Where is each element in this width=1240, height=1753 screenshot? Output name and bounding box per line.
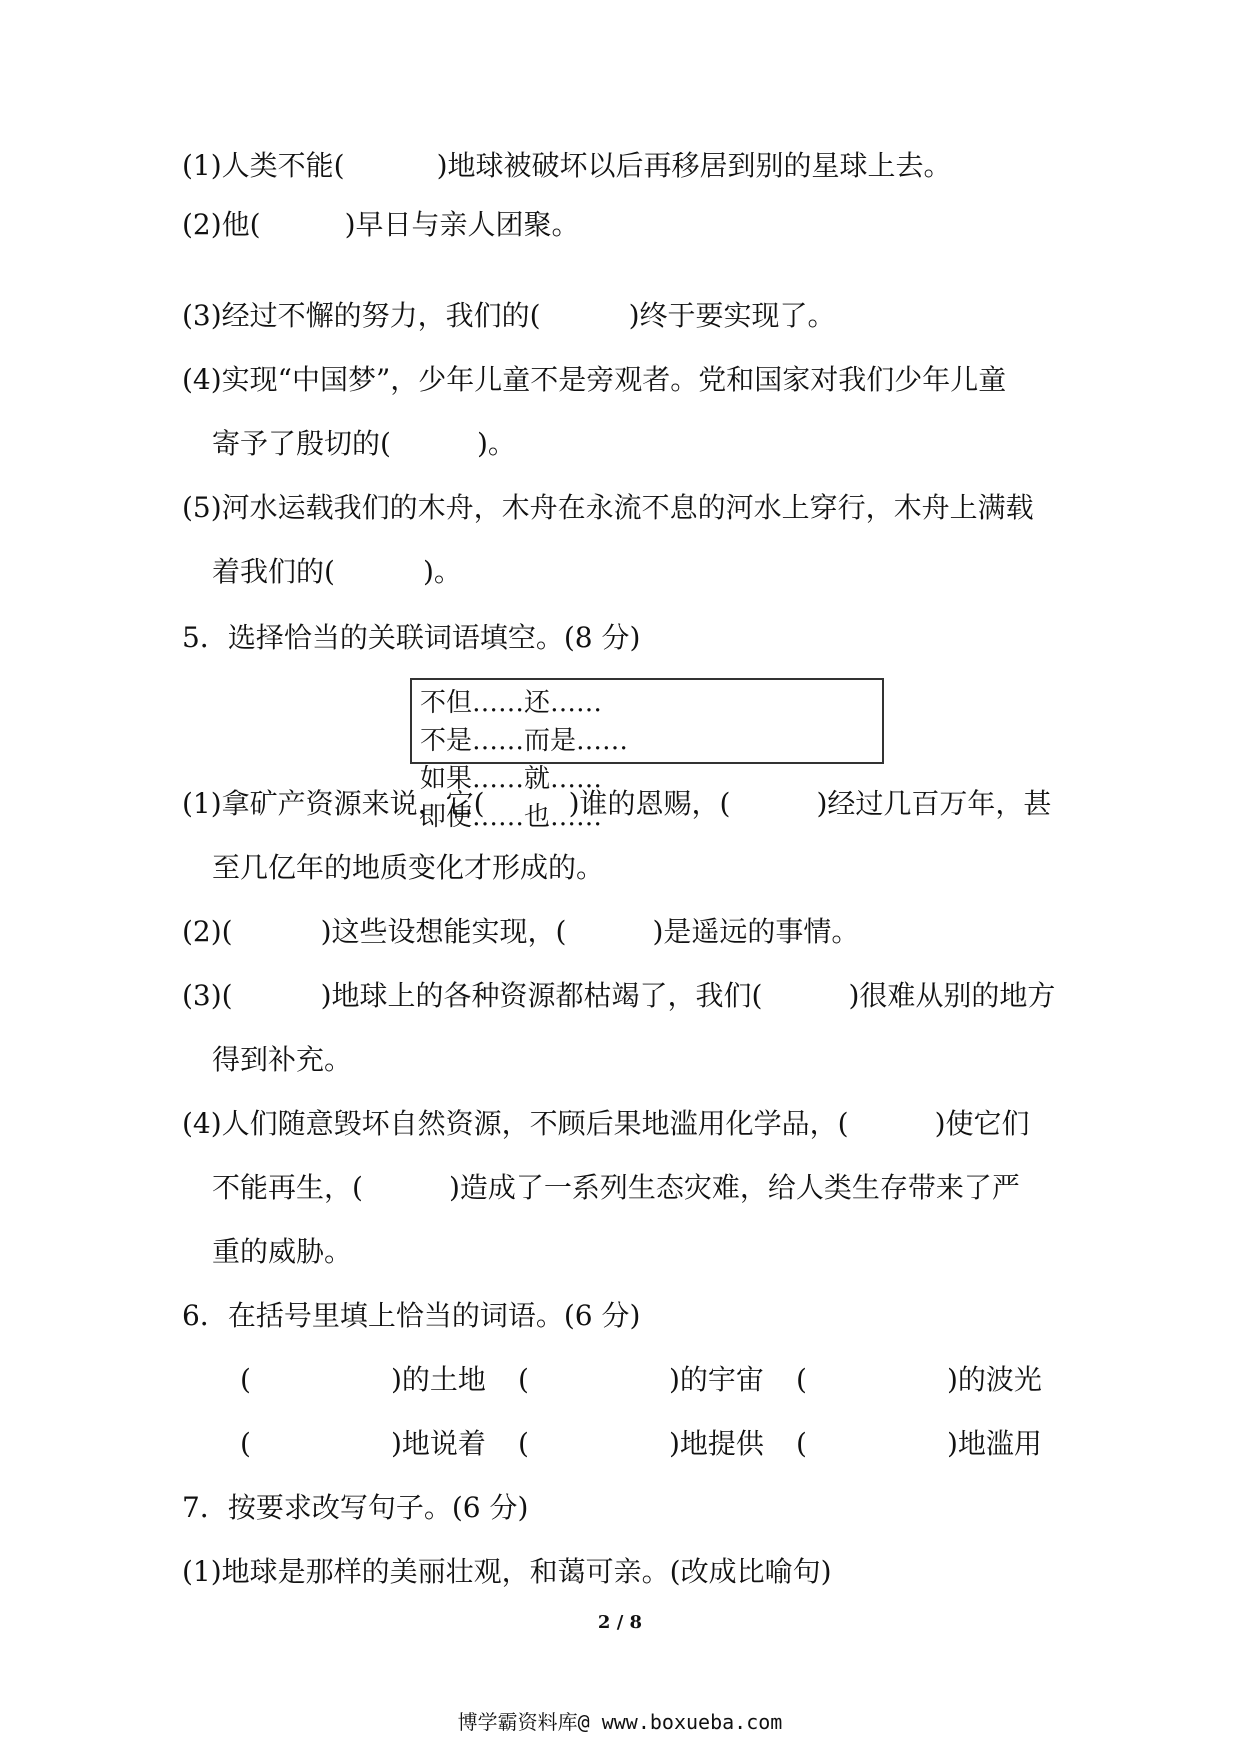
q5-item-1-line2: 至几亿年的地质变化才形成的。	[212, 851, 605, 884]
q6-row1-phrase-3: )的波光	[946, 1363, 1042, 1396]
q6-row2-phrase-3: )地滥用	[946, 1427, 1042, 1460]
q6-open-paren: (	[518, 1427, 529, 1460]
q6-row1-cell-2	[518, 1360, 764, 1400]
q6-open-paren: (	[796, 1427, 807, 1460]
q5-item-3-b: )地球上的各种资源都枯竭了，我们(	[320, 979, 763, 1012]
q5-item-3-line2: 得到补充。	[212, 1043, 353, 1076]
q4-item-4-c: )。	[476, 427, 516, 460]
q4-item-1	[182, 146, 952, 186]
q4-item-5-b: 着我们的(	[212, 555, 335, 588]
q5-item-4-a: (4)人们随意毁坏自然资源，不顾后果地滥用化学品，(	[182, 1107, 849, 1140]
q4-item-2-a: (2)他(	[182, 208, 261, 241]
q6-open-paren: (	[240, 1427, 251, 1460]
q5-item-4-d: )造成了一系列生态灾难，给人类生存带来了严	[448, 1171, 1020, 1204]
options-row-1	[420, 684, 874, 760]
q4-item-2-b: )早日与亲人团聚。	[344, 208, 580, 241]
q4-item-5-c: )。	[422, 555, 462, 588]
q4-item-3-b: )终于要实现了。	[628, 299, 836, 332]
q5-item-1-a: (1)拿矿产资源来说，它(	[182, 787, 485, 820]
q5-item-1-c: )经过几百万年，甚	[816, 787, 1052, 820]
q6-title: 6．在括号里填上恰当的词语。(6 分)	[182, 1299, 641, 1332]
option-ruguo-jiu: 如果……就……	[420, 764, 603, 794]
q5-item-4-line1	[182, 1104, 1030, 1144]
option-budan-hai: 不但……还……	[420, 688, 603, 718]
q6-row2-cell-3	[796, 1424, 1042, 1464]
q4-item-5-a: (5)河水运载我们的木舟，木舟在永流不息的河水上穿行，木舟上满载	[182, 491, 1034, 524]
option-bushi-ershi: 不是……而是……	[420, 726, 629, 756]
q4-item-3	[182, 296, 836, 336]
q6-row1-cell-1	[240, 1360, 486, 1400]
q5-item-3-line1	[182, 976, 1055, 1016]
q6-open-paren: (	[240, 1363, 251, 1396]
q6-open-paren: (	[796, 1363, 807, 1396]
q5-item-2-b: )这些设想能实现，(	[320, 915, 567, 948]
q5-item-4-line3: 重的威胁。	[212, 1235, 353, 1268]
q4-item-5-line1	[182, 488, 1034, 528]
q4-item-1-b: )地球被破坏以后再移居到别的星球上去。	[436, 149, 952, 182]
page-number: 2 / 8	[597, 1612, 643, 1633]
q4-item-1-a: (1)人类不能(	[182, 149, 345, 182]
q5-item-4-c: 不能再生，(	[212, 1171, 363, 1204]
q4-item-4-b: 寄予了殷切的(	[212, 427, 391, 460]
q6-row2-cell-2	[518, 1424, 764, 1464]
q6-open-paren: (	[518, 1363, 529, 1396]
q4-item-3-a: (3)经过不懈的努力，我们的(	[182, 299, 541, 332]
q7-item-1: (1)地球是那样的美丽壮观，和蔼可亲。(改成比喻句)	[182, 1555, 832, 1588]
q5-item-2-a: (2)(	[182, 915, 233, 948]
q5-item-2-c: )是遥远的事情。	[652, 915, 860, 948]
q6-row2-cell-1	[240, 1424, 486, 1464]
q5-item-4-b: )使它们	[934, 1107, 1030, 1140]
q5-item-4-line2	[212, 1168, 1020, 1208]
q6-row2-phrase-1: )地说着	[390, 1427, 486, 1460]
q6-row2-phrase-2: )地提供	[668, 1427, 764, 1460]
q4-item-2	[182, 205, 580, 245]
q6-row1-phrase-1: )的土地	[390, 1363, 486, 1396]
q5-item-1-line1	[182, 784, 1051, 824]
q7-title: 7．按要求改写句子。(6 分)	[182, 1491, 529, 1524]
option-jishi-ye: 即使……也……	[420, 802, 603, 832]
q5-item-3-a: (3)(	[182, 979, 233, 1012]
watermark-footer: 博学霸资料库@ www.boxueba.com	[457, 1710, 783, 1734]
q5-item-1-b: )谁的恩赐，(	[568, 787, 731, 820]
q6-row1-phrase-2: )的宇宙	[668, 1363, 764, 1396]
q5-title: 5．选择恰当的关联词语填空。(8 分)	[182, 621, 641, 654]
q5-item-3-c: )很难从别的地方	[848, 979, 1056, 1012]
q5-item-2	[182, 912, 859, 952]
q4-item-5-line2	[212, 552, 462, 592]
q6-row1-cell-3	[796, 1360, 1042, 1400]
q4-item-4-a: (4)实现“中国梦”，少年儿童不是旁观者。党和国家对我们少年儿童	[182, 363, 1007, 396]
q4-item-4-line1	[182, 360, 1006, 400]
q4-item-4-line2	[212, 424, 516, 464]
